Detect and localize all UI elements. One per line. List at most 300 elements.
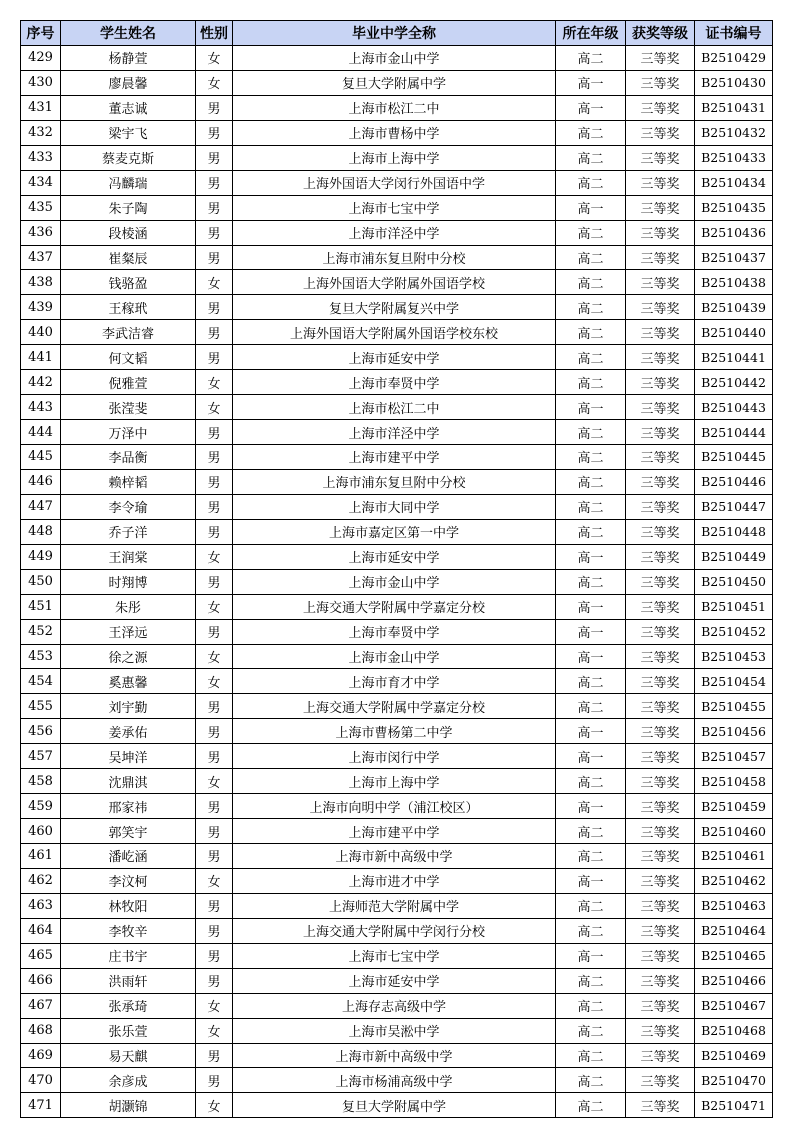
school-cell: 上海市曹杨第二中学	[233, 719, 556, 744]
header-serial: 序号	[21, 21, 61, 46]
certificate-cell: B2510446	[695, 469, 773, 494]
serial-cell: 435	[21, 195, 61, 220]
serial-cell: 437	[21, 245, 61, 270]
gender-cell: 男	[196, 195, 233, 220]
serial-cell: 444	[21, 420, 61, 445]
school-cell: 上海市闵行中学	[233, 744, 556, 769]
student-name-cell: 余彦成	[61, 1068, 196, 1093]
student-name-cell: 郭笑宇	[61, 819, 196, 844]
school-cell: 上海市延安中学	[233, 345, 556, 370]
certificate-cell: B2510445	[695, 445, 773, 470]
table-row	[21, 295, 773, 320]
award-cell: 三等奖	[626, 320, 695, 345]
gender-cell: 男	[196, 519, 233, 544]
student-name-cell: 沈鼎淇	[61, 769, 196, 794]
award-cell: 三等奖	[626, 519, 695, 544]
serial-cell: 442	[21, 370, 61, 395]
student-name-cell: 徐之源	[61, 644, 196, 669]
table-row	[21, 345, 773, 370]
award-cell: 三等奖	[626, 245, 695, 270]
grade-cell: 高一	[556, 195, 626, 220]
table-row	[21, 120, 773, 145]
header-grade: 所在年级	[556, 21, 626, 46]
award-cell: 三等奖	[626, 594, 695, 619]
award-cell: 三等奖	[626, 918, 695, 943]
serial-cell: 453	[21, 644, 61, 669]
gender-cell: 女	[196, 544, 233, 569]
grade-cell: 高二	[556, 120, 626, 145]
school-cell: 上海市进才中学	[233, 868, 556, 893]
certificate-cell: B2510450	[695, 569, 773, 594]
serial-cell: 434	[21, 170, 61, 195]
school-cell: 上海市松江二中	[233, 395, 556, 420]
table-row	[21, 868, 773, 893]
award-cell: 三等奖	[626, 1093, 695, 1118]
school-cell: 上海市浦东复旦附中分校	[233, 469, 556, 494]
certificate-cell: B2510452	[695, 619, 773, 644]
grade-cell: 高二	[556, 993, 626, 1018]
school-cell: 上海外国语大学附属外国语学校	[233, 270, 556, 295]
award-cell: 三等奖	[626, 544, 695, 569]
serial-cell: 469	[21, 1043, 61, 1068]
grade-cell: 高一	[556, 95, 626, 120]
grade-cell: 高二	[556, 1018, 626, 1043]
gender-cell: 男	[196, 893, 233, 918]
header-certificate: 证书编号	[695, 21, 773, 46]
gender-cell: 男	[196, 794, 233, 819]
student-name-cell: 易天麒	[61, 1043, 196, 1068]
award-cell: 三等奖	[626, 719, 695, 744]
school-cell: 复旦大学附属中学	[233, 1093, 556, 1118]
student-name-cell: 张乐萱	[61, 1018, 196, 1043]
student-name-cell: 钱骆盈	[61, 270, 196, 295]
certificate-cell: B2510467	[695, 993, 773, 1018]
table-row	[21, 644, 773, 669]
grade-cell: 高二	[556, 769, 626, 794]
gender-cell: 男	[196, 220, 233, 245]
serial-cell: 429	[21, 46, 61, 71]
gender-cell: 男	[196, 295, 233, 320]
certificate-cell: B2510448	[695, 519, 773, 544]
table-header	[21, 21, 773, 46]
gender-cell: 男	[196, 345, 233, 370]
award-cell: 三等奖	[626, 120, 695, 145]
serial-cell: 433	[21, 145, 61, 170]
certificate-cell: B2510436	[695, 220, 773, 245]
school-cell: 上海师范大学附属中学	[233, 893, 556, 918]
gender-cell: 女	[196, 644, 233, 669]
award-cell: 三等奖	[626, 46, 695, 71]
serial-cell: 462	[21, 868, 61, 893]
award-cell: 三等奖	[626, 819, 695, 844]
award-cell: 三等奖	[626, 170, 695, 195]
table-row	[21, 844, 773, 869]
award-cell: 三等奖	[626, 95, 695, 120]
certificate-cell: B2510462	[695, 868, 773, 893]
grade-cell: 高二	[556, 918, 626, 943]
table-row	[21, 594, 773, 619]
serial-cell: 465	[21, 943, 61, 968]
grade-cell: 高二	[556, 445, 626, 470]
gender-cell: 男	[196, 245, 233, 270]
gender-cell: 男	[196, 120, 233, 145]
serial-cell: 443	[21, 395, 61, 420]
table-row	[21, 794, 773, 819]
student-name-cell: 李汶柯	[61, 868, 196, 893]
school-cell: 上海市七宝中学	[233, 943, 556, 968]
grade-cell: 高二	[556, 295, 626, 320]
table-row	[21, 619, 773, 644]
grade-cell: 高一	[556, 794, 626, 819]
table-row	[21, 170, 773, 195]
grade-cell: 高二	[556, 469, 626, 494]
certificate-cell: B2510458	[695, 769, 773, 794]
table-row	[21, 395, 773, 420]
gender-cell: 男	[196, 95, 233, 120]
grade-cell: 高一	[556, 395, 626, 420]
student-name-cell: 王润棠	[61, 544, 196, 569]
serial-cell: 432	[21, 120, 61, 145]
student-name-cell: 冯麟瑞	[61, 170, 196, 195]
student-name-cell: 廖晨馨	[61, 70, 196, 95]
certificate-cell: B2510465	[695, 943, 773, 968]
award-cell: 三等奖	[626, 1043, 695, 1068]
certificate-cell: B2510460	[695, 819, 773, 844]
gender-cell: 男	[196, 819, 233, 844]
table-row	[21, 819, 773, 844]
school-cell: 上海市建平中学	[233, 819, 556, 844]
award-cell: 三等奖	[626, 145, 695, 170]
gender-cell: 男	[196, 1043, 233, 1068]
gender-cell: 男	[196, 420, 233, 445]
student-name-cell: 李武洁睿	[61, 320, 196, 345]
student-name-cell: 杨静萱	[61, 46, 196, 71]
certificate-cell: B2510453	[695, 644, 773, 669]
gender-cell: 男	[196, 918, 233, 943]
grade-cell: 高二	[556, 270, 626, 295]
serial-cell: 466	[21, 968, 61, 993]
serial-cell: 455	[21, 694, 61, 719]
student-name-cell: 林牧阳	[61, 893, 196, 918]
certificate-cell: B2510434	[695, 170, 773, 195]
grade-cell: 高二	[556, 968, 626, 993]
table-row	[21, 70, 773, 95]
grade-cell: 高二	[556, 320, 626, 345]
student-name-cell: 李牧辛	[61, 918, 196, 943]
student-name-cell: 王稼玳	[61, 295, 196, 320]
grade-cell: 高二	[556, 1043, 626, 1068]
serial-cell: 446	[21, 469, 61, 494]
gender-cell: 男	[196, 494, 233, 519]
gender-cell: 男	[196, 744, 233, 769]
school-cell: 复旦大学附属中学	[233, 70, 556, 95]
gender-cell: 女	[196, 868, 233, 893]
certificate-cell: B2510432	[695, 120, 773, 145]
grade-cell: 高二	[556, 145, 626, 170]
student-name-cell: 何文韬	[61, 345, 196, 370]
student-name-cell: 万泽中	[61, 420, 196, 445]
student-name-cell: 姜承佑	[61, 719, 196, 744]
serial-cell: 456	[21, 719, 61, 744]
serial-cell: 452	[21, 619, 61, 644]
award-cell: 三等奖	[626, 943, 695, 968]
gender-cell: 女	[196, 270, 233, 295]
serial-cell: 451	[21, 594, 61, 619]
school-cell: 上海市曹杨中学	[233, 120, 556, 145]
student-name-cell: 梁宇飞	[61, 120, 196, 145]
gender-cell: 女	[196, 1093, 233, 1118]
school-cell: 上海市七宝中学	[233, 195, 556, 220]
gender-cell: 男	[196, 445, 233, 470]
award-cell: 三等奖	[626, 569, 695, 594]
serial-cell: 467	[21, 993, 61, 1018]
school-cell: 上海交通大学附属中学嘉定分校	[233, 694, 556, 719]
serial-cell: 458	[21, 769, 61, 794]
award-cell: 三等奖	[626, 644, 695, 669]
grade-cell: 高二	[556, 519, 626, 544]
award-cell: 三等奖	[626, 70, 695, 95]
student-name-cell: 吴坤洋	[61, 744, 196, 769]
student-name-cell: 李令瑜	[61, 494, 196, 519]
table-row	[21, 445, 773, 470]
award-cell: 三等奖	[626, 744, 695, 769]
serial-cell: 464	[21, 918, 61, 943]
serial-cell: 461	[21, 844, 61, 869]
award-cell: 三等奖	[626, 868, 695, 893]
student-name-cell: 洪雨轩	[61, 968, 196, 993]
table-row	[21, 993, 773, 1018]
table-row	[21, 469, 773, 494]
student-name-cell: 胡灏锦	[61, 1093, 196, 1118]
certificate-cell: B2510441	[695, 345, 773, 370]
certificate-cell: B2510469	[695, 1043, 773, 1068]
gender-cell: 女	[196, 769, 233, 794]
school-cell: 上海市金山中学	[233, 46, 556, 71]
school-cell: 上海市新中高级中学	[233, 844, 556, 869]
award-cell: 三等奖	[626, 195, 695, 220]
certificate-cell: B2510466	[695, 968, 773, 993]
certificate-cell: B2510457	[695, 744, 773, 769]
certificate-cell: B2510435	[695, 195, 773, 220]
award-cell: 三等奖	[626, 469, 695, 494]
award-cell: 三等奖	[626, 370, 695, 395]
certificate-cell: B2510438	[695, 270, 773, 295]
student-name-cell: 奚惠馨	[61, 669, 196, 694]
serial-cell: 450	[21, 569, 61, 594]
award-cell: 三等奖	[626, 1068, 695, 1093]
award-cell: 三等奖	[626, 345, 695, 370]
table-row	[21, 918, 773, 943]
certificate-cell: B2510430	[695, 70, 773, 95]
school-cell: 上海市建平中学	[233, 445, 556, 470]
table-row	[21, 1093, 773, 1118]
award-cell: 三等奖	[626, 769, 695, 794]
award-cell: 三等奖	[626, 1018, 695, 1043]
school-cell: 上海市吴淞中学	[233, 1018, 556, 1043]
serial-cell: 439	[21, 295, 61, 320]
certificate-cell: B2510459	[695, 794, 773, 819]
school-cell: 上海市新中高级中学	[233, 1043, 556, 1068]
table-row	[21, 769, 773, 794]
table-row	[21, 1018, 773, 1043]
serial-cell: 447	[21, 494, 61, 519]
table-row	[21, 1043, 773, 1068]
school-cell: 上海市洋泾中学	[233, 220, 556, 245]
grade-cell: 高一	[556, 744, 626, 769]
grade-cell: 高一	[556, 544, 626, 569]
serial-cell: 459	[21, 794, 61, 819]
certificate-cell: B2510451	[695, 594, 773, 619]
school-cell: 上海外国语大学闵行外国语中学	[233, 170, 556, 195]
table-row	[21, 195, 773, 220]
table-row	[21, 46, 773, 71]
gender-cell: 男	[196, 170, 233, 195]
grade-cell: 高二	[556, 370, 626, 395]
certificate-cell: B2510449	[695, 544, 773, 569]
award-cell: 三等奖	[626, 968, 695, 993]
student-name-cell: 邢家祎	[61, 794, 196, 819]
table-row	[21, 544, 773, 569]
award-cell: 三等奖	[626, 794, 695, 819]
award-cell: 三等奖	[626, 395, 695, 420]
table-row	[21, 569, 773, 594]
serial-cell: 449	[21, 544, 61, 569]
school-cell: 上海市育才中学	[233, 669, 556, 694]
school-cell: 上海存志高级中学	[233, 993, 556, 1018]
table-row	[21, 220, 773, 245]
grade-cell: 高二	[556, 819, 626, 844]
serial-cell: 440	[21, 320, 61, 345]
serial-cell: 454	[21, 669, 61, 694]
school-cell: 上海市延安中学	[233, 544, 556, 569]
table-row	[21, 719, 773, 744]
serial-cell: 441	[21, 345, 61, 370]
grade-cell: 高一	[556, 644, 626, 669]
student-name-cell: 朱子陶	[61, 195, 196, 220]
serial-cell: 431	[21, 95, 61, 120]
grade-cell: 高二	[556, 245, 626, 270]
table-row	[21, 968, 773, 993]
certificate-cell: B2510470	[695, 1068, 773, 1093]
award-cell: 三等奖	[626, 445, 695, 470]
school-cell: 上海市嘉定区第一中学	[233, 519, 556, 544]
school-cell: 上海交通大学附属中学闵行分校	[233, 918, 556, 943]
school-cell: 上海市向明中学（浦江校区）	[233, 794, 556, 819]
award-cell: 三等奖	[626, 993, 695, 1018]
serial-cell: 436	[21, 220, 61, 245]
school-cell: 上海外国语大学附属外国语学校东校	[233, 320, 556, 345]
grade-cell: 高二	[556, 893, 626, 918]
school-cell: 上海市奉贤中学	[233, 370, 556, 395]
student-name-cell: 倪雅萱	[61, 370, 196, 395]
school-cell: 上海市上海中学	[233, 145, 556, 170]
table-row	[21, 744, 773, 769]
serial-cell: 438	[21, 270, 61, 295]
gender-cell: 男	[196, 569, 233, 594]
table-row	[21, 270, 773, 295]
student-name-cell: 朱彤	[61, 594, 196, 619]
certificate-cell: B2510461	[695, 844, 773, 869]
gender-cell: 女	[196, 395, 233, 420]
table-row	[21, 1068, 773, 1093]
serial-cell: 448	[21, 519, 61, 544]
school-cell: 上海交通大学附属中学嘉定分校	[233, 594, 556, 619]
student-name-cell: 乔子洋	[61, 519, 196, 544]
grade-cell: 高二	[556, 669, 626, 694]
gender-cell: 男	[196, 844, 233, 869]
grade-cell: 高一	[556, 719, 626, 744]
award-cell: 三等奖	[626, 270, 695, 295]
award-cell: 三等奖	[626, 893, 695, 918]
student-name-cell: 潘屹涵	[61, 844, 196, 869]
gender-cell: 男	[196, 694, 233, 719]
gender-cell: 女	[196, 993, 233, 1018]
table-row	[21, 893, 773, 918]
gender-cell: 男	[196, 145, 233, 170]
award-table	[20, 20, 773, 1118]
table-row	[21, 245, 773, 270]
student-name-cell: 蔡麦克斯	[61, 145, 196, 170]
gender-cell: 男	[196, 619, 233, 644]
table-row	[21, 943, 773, 968]
grade-cell: 高二	[556, 345, 626, 370]
grade-cell: 高二	[556, 1093, 626, 1118]
grade-cell: 高二	[556, 420, 626, 445]
header-row	[21, 21, 773, 46]
table-row	[21, 494, 773, 519]
serial-cell: 460	[21, 819, 61, 844]
student-name-cell: 张滢斐	[61, 395, 196, 420]
certificate-cell: B2510433	[695, 145, 773, 170]
gender-cell: 女	[196, 1018, 233, 1043]
table-row	[21, 145, 773, 170]
award-cell: 三等奖	[626, 669, 695, 694]
certificate-cell: B2510440	[695, 320, 773, 345]
table-row	[21, 320, 773, 345]
serial-cell: 471	[21, 1093, 61, 1118]
table-row	[21, 420, 773, 445]
grade-cell: 高一	[556, 619, 626, 644]
award-cell: 三等奖	[626, 844, 695, 869]
student-name-cell: 庄书宇	[61, 943, 196, 968]
gender-cell: 男	[196, 719, 233, 744]
gender-cell: 女	[196, 370, 233, 395]
table-row	[21, 370, 773, 395]
grade-cell: 高一	[556, 594, 626, 619]
gender-cell: 男	[196, 968, 233, 993]
gender-cell: 女	[196, 594, 233, 619]
grade-cell: 高二	[556, 569, 626, 594]
serial-cell: 470	[21, 1068, 61, 1093]
header-gender: 性别	[196, 21, 233, 46]
school-cell: 上海市金山中学	[233, 569, 556, 594]
grade-cell: 高一	[556, 868, 626, 893]
student-name-cell: 董志诚	[61, 95, 196, 120]
grade-cell: 高二	[556, 1068, 626, 1093]
school-cell: 上海市大同中学	[233, 494, 556, 519]
award-cell: 三等奖	[626, 295, 695, 320]
student-name-cell: 刘宇勤	[61, 694, 196, 719]
certificate-cell: B2510442	[695, 370, 773, 395]
student-name-cell: 张承琦	[61, 993, 196, 1018]
student-name-cell: 段棱涵	[61, 220, 196, 245]
gender-cell: 女	[196, 669, 233, 694]
certificate-cell: B2510454	[695, 669, 773, 694]
student-name-cell: 崔粲辰	[61, 245, 196, 270]
school-cell: 上海市延安中学	[233, 968, 556, 993]
student-name-cell: 时翔博	[61, 569, 196, 594]
award-cell: 三等奖	[626, 494, 695, 519]
